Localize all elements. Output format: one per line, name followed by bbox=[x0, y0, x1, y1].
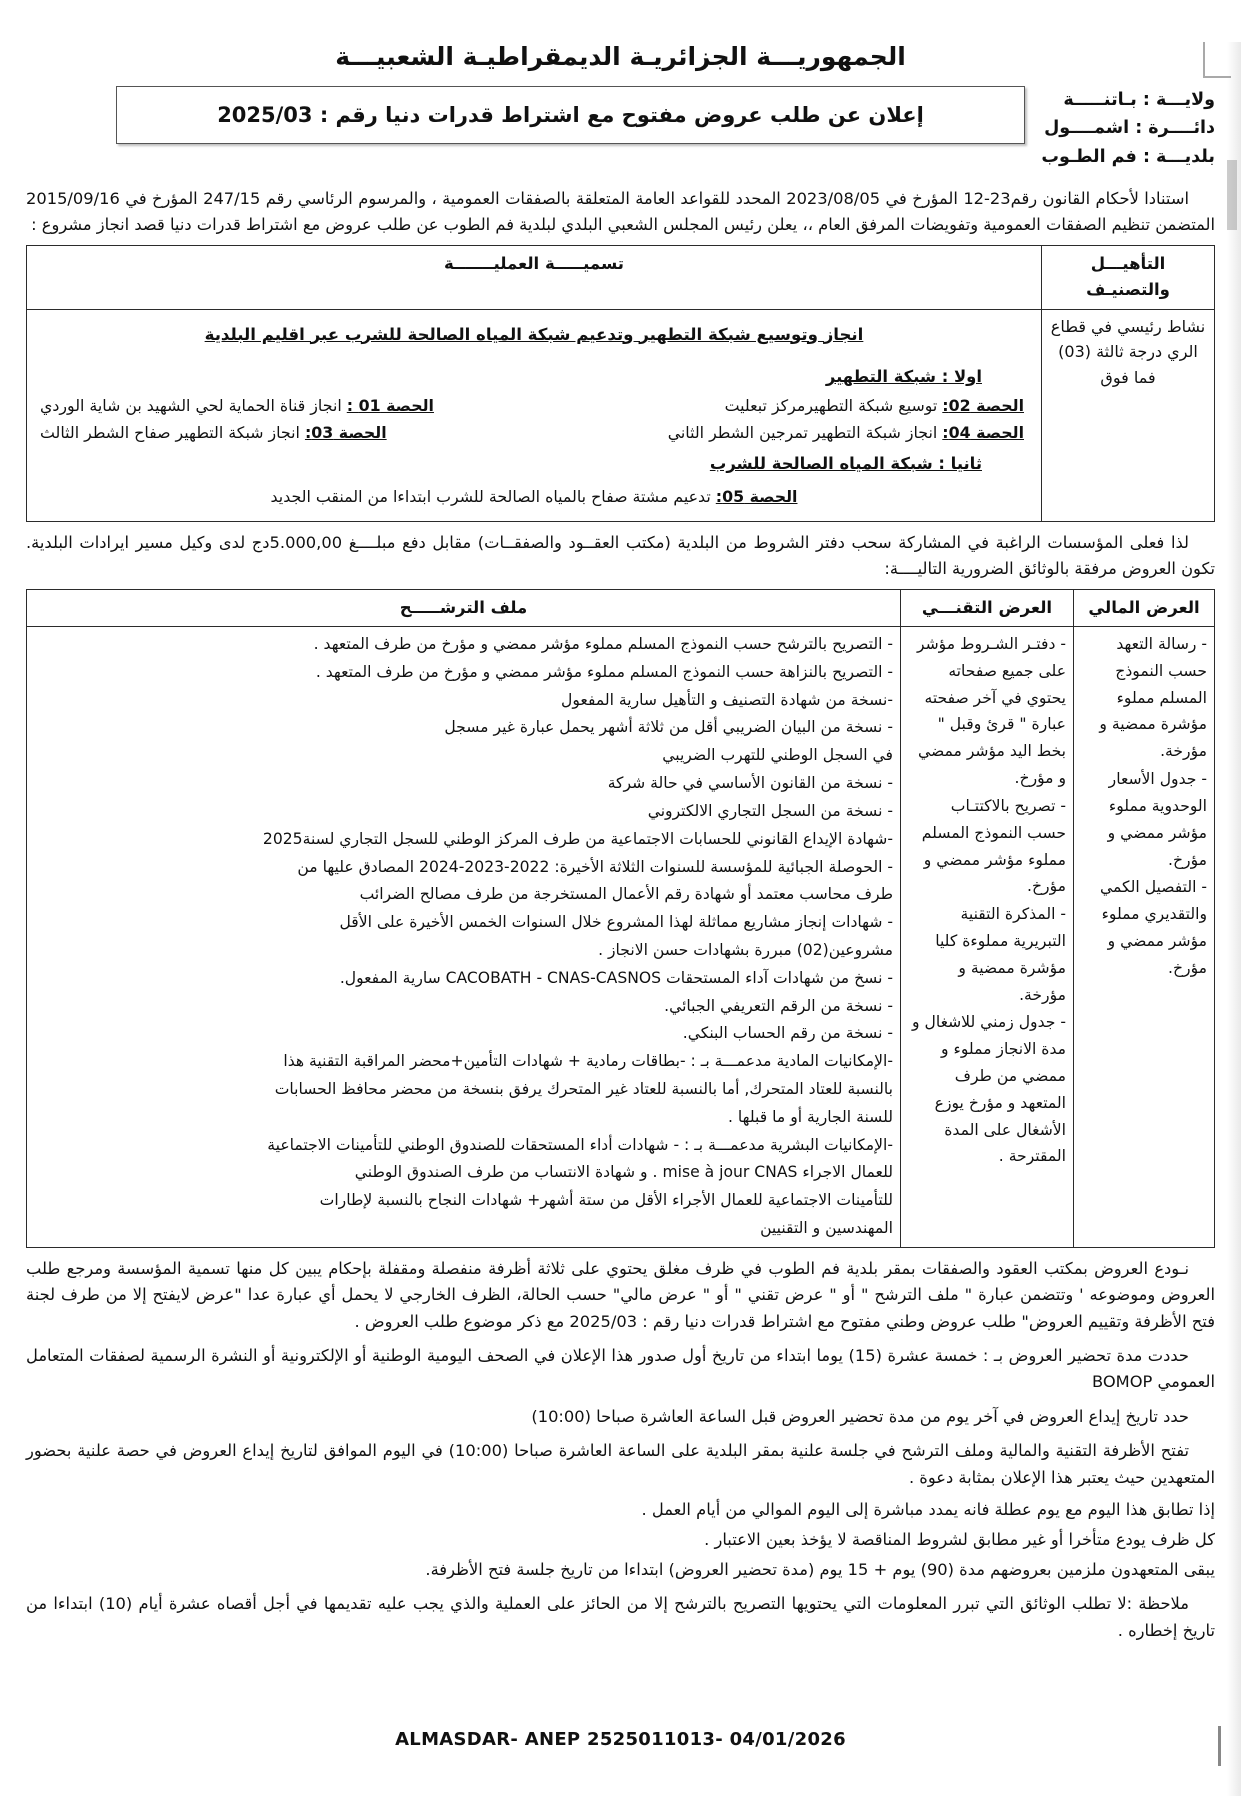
list-item: بالنسبة للعتاد المتحرك, أما بالنسبة للعتاد غير المتحرك يرفق بنسخة من محضر محافظ الحسابات bbox=[274, 1080, 893, 1099]
withdrawal-line-1: لذا فعلى المؤسسات الراغبة في المشاركة سحب دفتر الشروط من البلدية (مكتب العقــود والصفقــات) مقابل دفع مبلــــغ bbox=[348, 532, 1189, 552]
list-item: - التصريح بالترشح حسب النموذج المسلم مملوء مؤشر ممضي و مؤرخ من طرف المتعهد . bbox=[313, 635, 893, 654]
header-operation: تسميـــــة العمليـــــــة bbox=[27, 245, 1042, 309]
operation-table-body-row bbox=[27, 309, 1215, 521]
list-item: -الإمكانيات المادية مدعمـــة بـ : -بطاقات رمادية + شهادات التأمين+محضر المراقبة التقنية هذا bbox=[283, 1052, 893, 1071]
header-candidacy-file: ملف الترشـــــح bbox=[27, 589, 901, 626]
offers-table-body-row bbox=[27, 627, 1215, 1248]
header-technical-offer: العرض التقنـــي bbox=[901, 589, 1074, 626]
list-item: للعمال الاجراء mise à jour CNAS . و شهادة الانتساب من طرف الصندوق الوطني bbox=[354, 1163, 893, 1182]
lot-right bbox=[40, 394, 434, 418]
list-item: - نسخة من السجل التجاري الالكتروني bbox=[647, 801, 893, 820]
list-item: للتأمينات الاجتماعية للعمال الأجراء الأقل من ستة أشهر+ شهادات النجاح بالنسبة لإطارات bbox=[319, 1191, 893, 1210]
lot-text: تدعيم مشتة صفاح بالمياه الصالحة للشرب ابتداءا من المنقب الجديد bbox=[270, 486, 711, 506]
lot-tag: الحصة 02: bbox=[942, 396, 1024, 416]
preparation-period-paragraph: حددت مدة تحضير العروض بـ : خمسة عشرة (15) يوما ابتداء من تاريخ أول صدور هذا الإعلان في الصحف اليومية الوطنية أو الإلكترونية أو النشرة الرسمية لصفقات المتعامل العمومي BOMOP bbox=[26, 1346, 1215, 1392]
withdrawal-line-2: 5.000,00دج لدى وكيل مسير ايرادات البلدية. تكون العروض مرفقة بالوثائق الضرورية التاليــــة: bbox=[26, 532, 1215, 579]
list-item: مشروعين(02) مبررة بشهادات حسن الانجاز . bbox=[598, 940, 893, 959]
operation-table-header-row bbox=[27, 245, 1215, 309]
lot-tag: الحصة 05: bbox=[715, 486, 798, 506]
header-qualification: التأهيـــل والتصنيـف bbox=[1042, 245, 1215, 309]
technical-offer-cell bbox=[901, 627, 1074, 1248]
lot-line-single bbox=[34, 484, 1034, 509]
baladia-line: بلديـــة : فم الطـوب bbox=[1041, 146, 1215, 167]
list-item: - جدول الأسعار الوحدوية مملوء مؤشر ممضي و مؤرخ. bbox=[1107, 770, 1207, 869]
qualification-cell: نشاط رئيسي في قطاع الري درجة ثالثة (03) فما فوق bbox=[1042, 309, 1215, 521]
list-item: - المذكرة التقنية التبريرية مملوءة كليا مؤشرة ممضية و مؤرخة. bbox=[935, 905, 1066, 1004]
header-row bbox=[26, 86, 1215, 178]
lot-tag: الحصة 04: bbox=[942, 422, 1024, 442]
operation-cell bbox=[27, 309, 1042, 521]
offers-table-header-row bbox=[27, 589, 1215, 626]
legal-basis-paragraph: استنادا لأحكام القانون رقم23-12 المؤرخ في 2023/08/05 المحدد للقواعد العامة المتعلقة بالصفقات العمومية ، والمرسوم الرئاسي رقم 247/15 المؤرخ في 2015/09/16 المتضمن تنظيم الصفقات العمومية وتفويضات المرفق العام ،، يعلن رئيس المجلس الشعبي البلدي لبلدية فم الطوب عن طلب عروض مع اشتراط قدرات دنيا قصد انجاز مشروع : bbox=[26, 189, 1215, 235]
list-item: -الإمكانيات البشرية مدعمـــة بـ : - شهادات أداء المستحقات للصندوق الوطني للتأمينات الاجتماعية bbox=[267, 1135, 893, 1154]
financial-offer-list bbox=[1081, 631, 1207, 982]
withdrawal-paragraph bbox=[26, 530, 1215, 583]
list-item: - نسخة من رقم الحساب البنكي. bbox=[682, 1024, 893, 1043]
list-item: -شهادة الإيداع القانوني للحسابات الاجتماعية من طرف المركز الوطني للسجل التجاري لسنة2025 bbox=[262, 829, 893, 848]
list-item: - التصريح بالنزاهة حسب النموذج المسلم مملوء مؤشر ممضي و مؤرخ من طرف المتعهد . bbox=[315, 662, 893, 681]
list-item: - نسخ من شهادات آداء المستحقات CACOBATH - CNAS-CASNOS سارية المفعول. bbox=[339, 968, 893, 987]
lot-text: انجاز شبكة التطهير صفاح الشطر الثالث bbox=[40, 422, 300, 442]
list-item: طرف محاسب معتمد أو شهادة رقم الأعمال المستخرجة من طرف مصالح الضرائب bbox=[359, 885, 893, 904]
wilaya-line: ولايـــة : بـاتنـــــة bbox=[1063, 90, 1215, 110]
candidacy-file-list bbox=[34, 631, 893, 1242]
list-item: - شهادات إنجاز مشاريع مماثلة لهذا المشروع خلال السنوات الخمس الأخيرة على الأقل bbox=[339, 913, 893, 932]
submission-paragraph: نـودع العروض بمكتب العقود والصفقات بمقر بلدية فم الطوب في ظرف مغلق يحتوي على ثلاثة أظرفة منفصلة ومقفلة بإحكام يبين كل منها تسمية المؤسسة ومرجع طلب العروض وموضوعه ' وتتضمن عبارة " ملف الترشح " أو " عرض تقني " أو " عرض مالي" حسب الحالة، الظرف الخارجي لا يحمل أي عبارة عدا "عرض لايفتح إلا من طرف لجنة فتح الأظرفة وتقييم العروض" طلب عروض وطني مفتوح مع اشتراط قدرات دنيا رقم : 2025/03 مع ذكر موضوع طلب العروض . bbox=[26, 1258, 1215, 1331]
list-item: المهندسين و التقنيين bbox=[760, 1219, 893, 1238]
late-envelope-paragraph: كل ظرف يودع متأخرا أو غير مطابق لشروط المناقصة لا يؤخذ بعين الاعتبار . bbox=[704, 1530, 1215, 1550]
list-item: - التفصيل الكمي والتقديري مملوء مؤشر ممضي و مؤرخ. bbox=[1100, 878, 1207, 977]
note-paragraph: ملاحظة :لا تطلب الوثائق التي تبرر المعلومات التي يحتويها التصريح بالترشح إلا من الحائز على العملية والذي يجب عليه تقديمها في أجل أقصاه عشرة أيام (10) ابتداءا من تاريخ إخطاره . bbox=[26, 1594, 1215, 1640]
list-item: - نسخة من البيان الضريبي أقل من ثلاثة أشهر يحمل عبارة غير مسجل bbox=[444, 718, 893, 737]
lot-tag: الحصة 01 : bbox=[346, 396, 434, 416]
lot-line bbox=[34, 421, 1034, 445]
lot-text: انجاز قناة الحماية لحي الشهيد بن شاية الوردي bbox=[40, 396, 342, 416]
list-item: في السجل الوطني للتهرب الضريبي bbox=[662, 746, 893, 765]
list-item: للسنة الجارية أو ما قبلها . bbox=[728, 1107, 893, 1126]
header-financial-offer: العرض المالي bbox=[1074, 589, 1215, 626]
lot-text: انجاز شبكة التطهير تمرجين الشطر الثاني bbox=[667, 422, 938, 442]
document-page bbox=[0, 42, 1241, 1796]
technical-offer-list bbox=[908, 631, 1066, 1170]
list-item: - دفتـر الشـروط مؤشر على جميع صفحاته يحتوي في آخر صفحته عبارة " قرئ وقبل " بخط اليد مؤشر ممضي و مؤرخ. bbox=[917, 635, 1066, 788]
deposit-deadline-paragraph: حدد تاريخ إيداع العروض في آخر يوم من مدة تحضير العروض قبل الساعة العاشرة صباحا (10:00) bbox=[531, 1406, 1189, 1426]
operation-table bbox=[26, 245, 1215, 522]
list-item: - نسخة من الرقم التعريفي الجبائي. bbox=[664, 996, 893, 1015]
offers-table bbox=[26, 589, 1215, 1248]
lot-line bbox=[34, 394, 1034, 418]
candidacy-file-cell bbox=[27, 627, 901, 1248]
daira-line: دائــــرة : اشمــــول bbox=[1044, 118, 1215, 139]
administrative-block bbox=[1041, 86, 1215, 171]
envelope-opening-paragraph: تفتح الأظرفة التقنية والمالية وملف الترشح في جلسة علنية بمقر البلدية على الساعة العاشرة صباحا (10:00) في اليوم الموافق لتاريخ إيداع العروض في حصة علنية بحضور المتعهدين حيث يعتبر هذا الإعلان بمثابة دعوة . bbox=[26, 1441, 1215, 1487]
announcement-title: إعلان عن طلب عروض مفتوح مع اشتراط قدرات دنيا رقم : 2025/03 bbox=[217, 103, 924, 127]
list-item: - نسخة من القانون الأساسي في حالة شركة bbox=[607, 774, 893, 793]
lot-left bbox=[668, 421, 1024, 445]
list-item: - الحوصلة الجبائية للمؤسسة للسنوات الثلاثة الأخيرة: 2022-2023-2024 المصادق عليها من bbox=[297, 857, 893, 876]
announcement-title-box bbox=[116, 86, 1025, 144]
validity-period-paragraph: يبقى المتعهدون ملزمين بعروضهم مدة (90) يوم + 15 يوم (مدة تحضير العروض) ابتداءا من تاريخ جلسة فتح الأظرفة. bbox=[425, 1560, 1215, 1580]
list-item: -نسخة من شهادة التصنيف و التأهيل سارية المفعول bbox=[561, 690, 893, 709]
list-item: - تصريح بالاكتتـاب حسب النموذج المسلم مملوء مؤشر ممضي و مؤرخ. bbox=[921, 796, 1066, 896]
document-footer: ALMASDAR- ANEP 2525011013- 04/01/2026 bbox=[395, 1729, 846, 1750]
lot-tag: الحصة 03: bbox=[304, 422, 387, 442]
operation-title: انجاز وتوسيع شبكة التطهير وتدعيم شبكة المياه الصالحة للشرب عبر اقليم البلدية bbox=[204, 324, 864, 344]
lot-text: توسيع شبكة التطهيرمركز تبعليت bbox=[724, 396, 938, 416]
list-item: - جدول زمني للاشغال و مدة الانجاز مملوء و ممضي من طرف المتعهد و مؤرخ يوزع الأشغال على المدة المقترحة . bbox=[912, 1013, 1066, 1166]
financial-offer-cell bbox=[1074, 627, 1215, 1248]
republic-heading: الجمهوريـــة الجزائريـة الديمقراطيـة الشعبيـــة bbox=[335, 42, 906, 71]
lot-right bbox=[40, 421, 387, 445]
section-heading-sanitation: اولا : شبكة التطهير bbox=[825, 367, 982, 387]
section-heading-drinking-water: ثانيا : شبكة المياه الصالحة للشرب bbox=[709, 454, 982, 474]
list-item: - رسالة التعهد حسب النموذج المسلم مملوء مؤشرة ممضية و مؤرخة. bbox=[1099, 635, 1207, 761]
lot-left bbox=[725, 394, 1024, 418]
document-content bbox=[0, 42, 1241, 1644]
holiday-rule-paragraph: إذا تطابق هذا اليوم مع يوم عطلة فانه يمدد مباشرة إلى اليوم الموالي من أيام العمل . bbox=[641, 1500, 1215, 1520]
